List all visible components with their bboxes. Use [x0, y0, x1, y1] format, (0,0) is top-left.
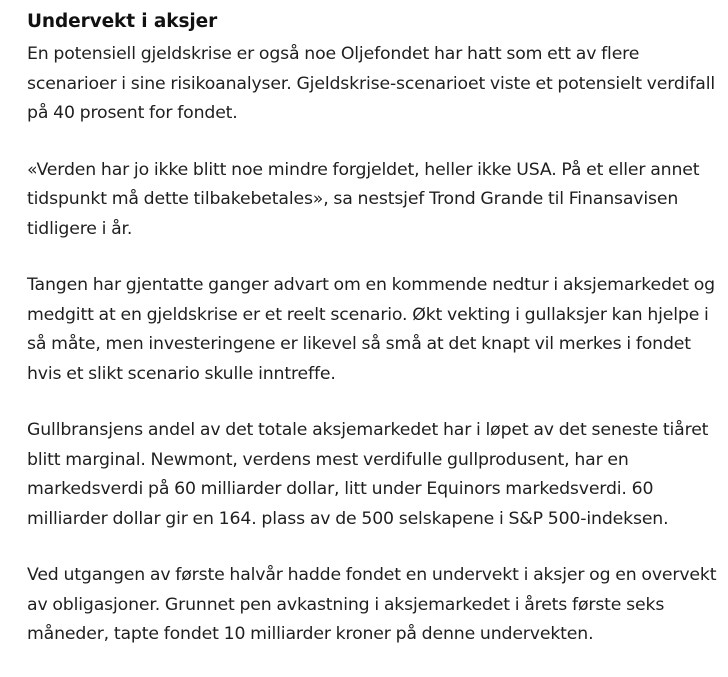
section-heading: Undervekt i aksjer	[27, 11, 218, 32]
paragraph-gold-industry-share: Gullbransjens andel av det totale aksjemarkedet har i løpet av det seneste tiåret blitt marginal. Newmont, verdens mest verdifulle gullprodusent, har en markedsverdi på 60 milliarder dollar, litt under Equinors markedsverdi. 60 milliarder dollar gir en 164. plass av de 500 selskapene i S&P 500-indeksen.	[27, 420, 709, 529]
paragraph-tangen-warning: Tangen har gjentatte ganger advart om en kommende nedtur i aksjemarkedet og medgitt at en gjeldskrise er et reelt scenario. Økt vekting i gullaksjer kan hjelpe i så måte, men investeringene er likevel så små at det knapt vil merkes i fondet hvis et slikt scenario skulle inntreffe.	[27, 275, 715, 384]
paragraph-grande-quote: «Verden har jo ikke blitt noe mindre forgjeldet, heller ikke USA. På et eller annet tidspunkt må dette tilbakebetales», sa nestsjef Trond Grande til Finansavisen tidligere i år.	[27, 159, 700, 239]
paragraph-debt-crisis-scenario: En potensiell gjeldskrise er også noe Oljefondet har hatt som ett av flere scenarioer i sine risikoanalyser. Gjeldskrise-scenarioet viste et potensielt verdifall på 40 prosent for fondet.	[27, 44, 716, 123]
article-body	[27, 8, 722, 677]
paragraph-equity-underweight: Ved utgangen av første halvår hadde fondet en undervekt i aksjer og en overvekt av obligasjoner. Grunnet pen avkastning i aksjemarkedet i årets første seks måneder, tapte fondet 10 milliarder kroner på denne undervekten.	[27, 565, 717, 644]
